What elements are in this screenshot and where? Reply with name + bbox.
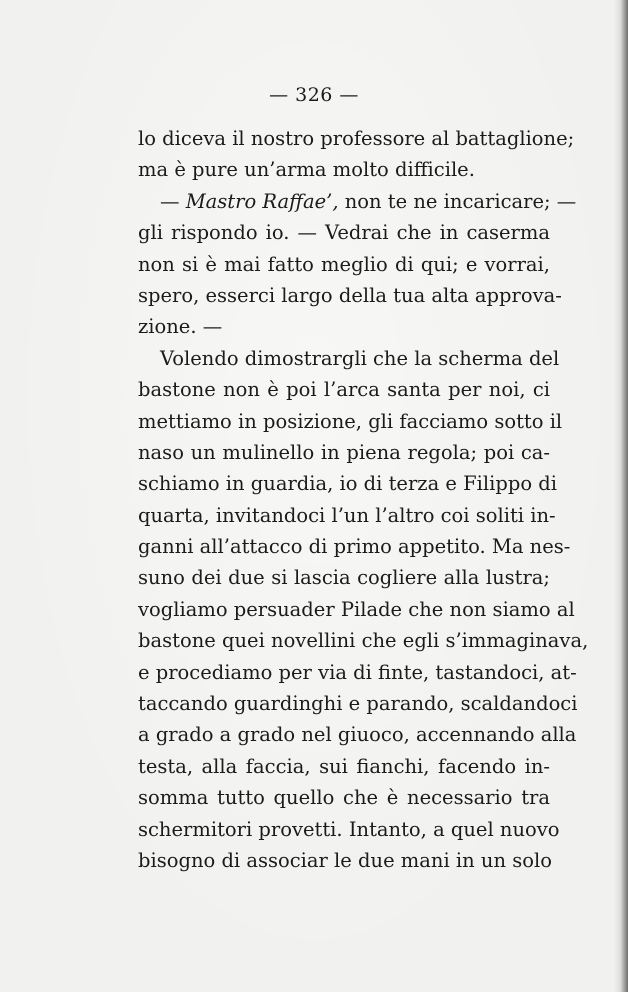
text-line-24: bisogno di associar le due mani in un solo: [138, 848, 552, 872]
text-line-13: quarta, invitandoci l’un l’altro coi soliti in-: [138, 503, 556, 527]
body-text: [138, 123, 589, 876]
text-line-6: spero, esserci largo della tua alta approva-: [138, 283, 562, 307]
text-line-3: [138, 186, 577, 217]
page-number: — 326 —: [269, 84, 359, 106]
text-line-14: ganni all’attacco di primo appetito. Ma nes-: [138, 535, 571, 559]
italic-name: Mastro Raffae’,: [185, 189, 339, 213]
text-line-10: mettiamo in posizione, gli facciamo sotto il: [138, 409, 563, 433]
text-line-9: bastone non è poi l’arca santa per noi, ci: [138, 378, 550, 402]
text-line-17: bastone quei novellini che egli s’immaginava,: [138, 629, 589, 653]
line-suffix: non te ne incaricare; —: [338, 189, 577, 213]
text-line-21: testa, alla faccia, sui fianchi, facendo in-: [138, 754, 550, 778]
text-line-7: zione. —: [138, 315, 223, 339]
text-line-5: non si è mai fatto meglio di qui; e vorrai,: [138, 252, 550, 276]
text-line-8: Volendo dimostrargli che la scherma del: [160, 346, 560, 370]
text-line-15: suno dei due si lascia cogliere alla lustra;: [138, 566, 550, 590]
text-line-20: a grado a grado nel giuoco, accennando alla: [138, 723, 577, 747]
text-line-4: gli rispondo io. — Vedrai che in caserma: [138, 221, 550, 245]
text-line-1: lo diceva il nostro professore al battaglione;: [138, 127, 575, 150]
text-line-11: naso un mulinello in piena regola; poi ca-: [138, 440, 550, 464]
text-line-22: somma tutto quello che è necessario tra: [138, 786, 550, 810]
text-line-12: schiamo in guardia, io di terza e Filippo di: [138, 472, 557, 496]
text-line-2: ma è pure un’arma molto difficile.: [138, 158, 475, 182]
text-line-19: taccando guardinghi e parando, scaldandoci: [138, 692, 578, 716]
page-edge-shadow: [614, 0, 628, 992]
text-line-23: schermitori provetti. Intanto, a quel nuovo: [138, 817, 560, 841]
text-line-16: vogliamo persuader Pilade che non siamo al: [138, 597, 575, 621]
dash-prefix: —: [160, 189, 186, 213]
text-line-18: e procediamo per via di finte, tastandoci, at-: [138, 660, 577, 684]
